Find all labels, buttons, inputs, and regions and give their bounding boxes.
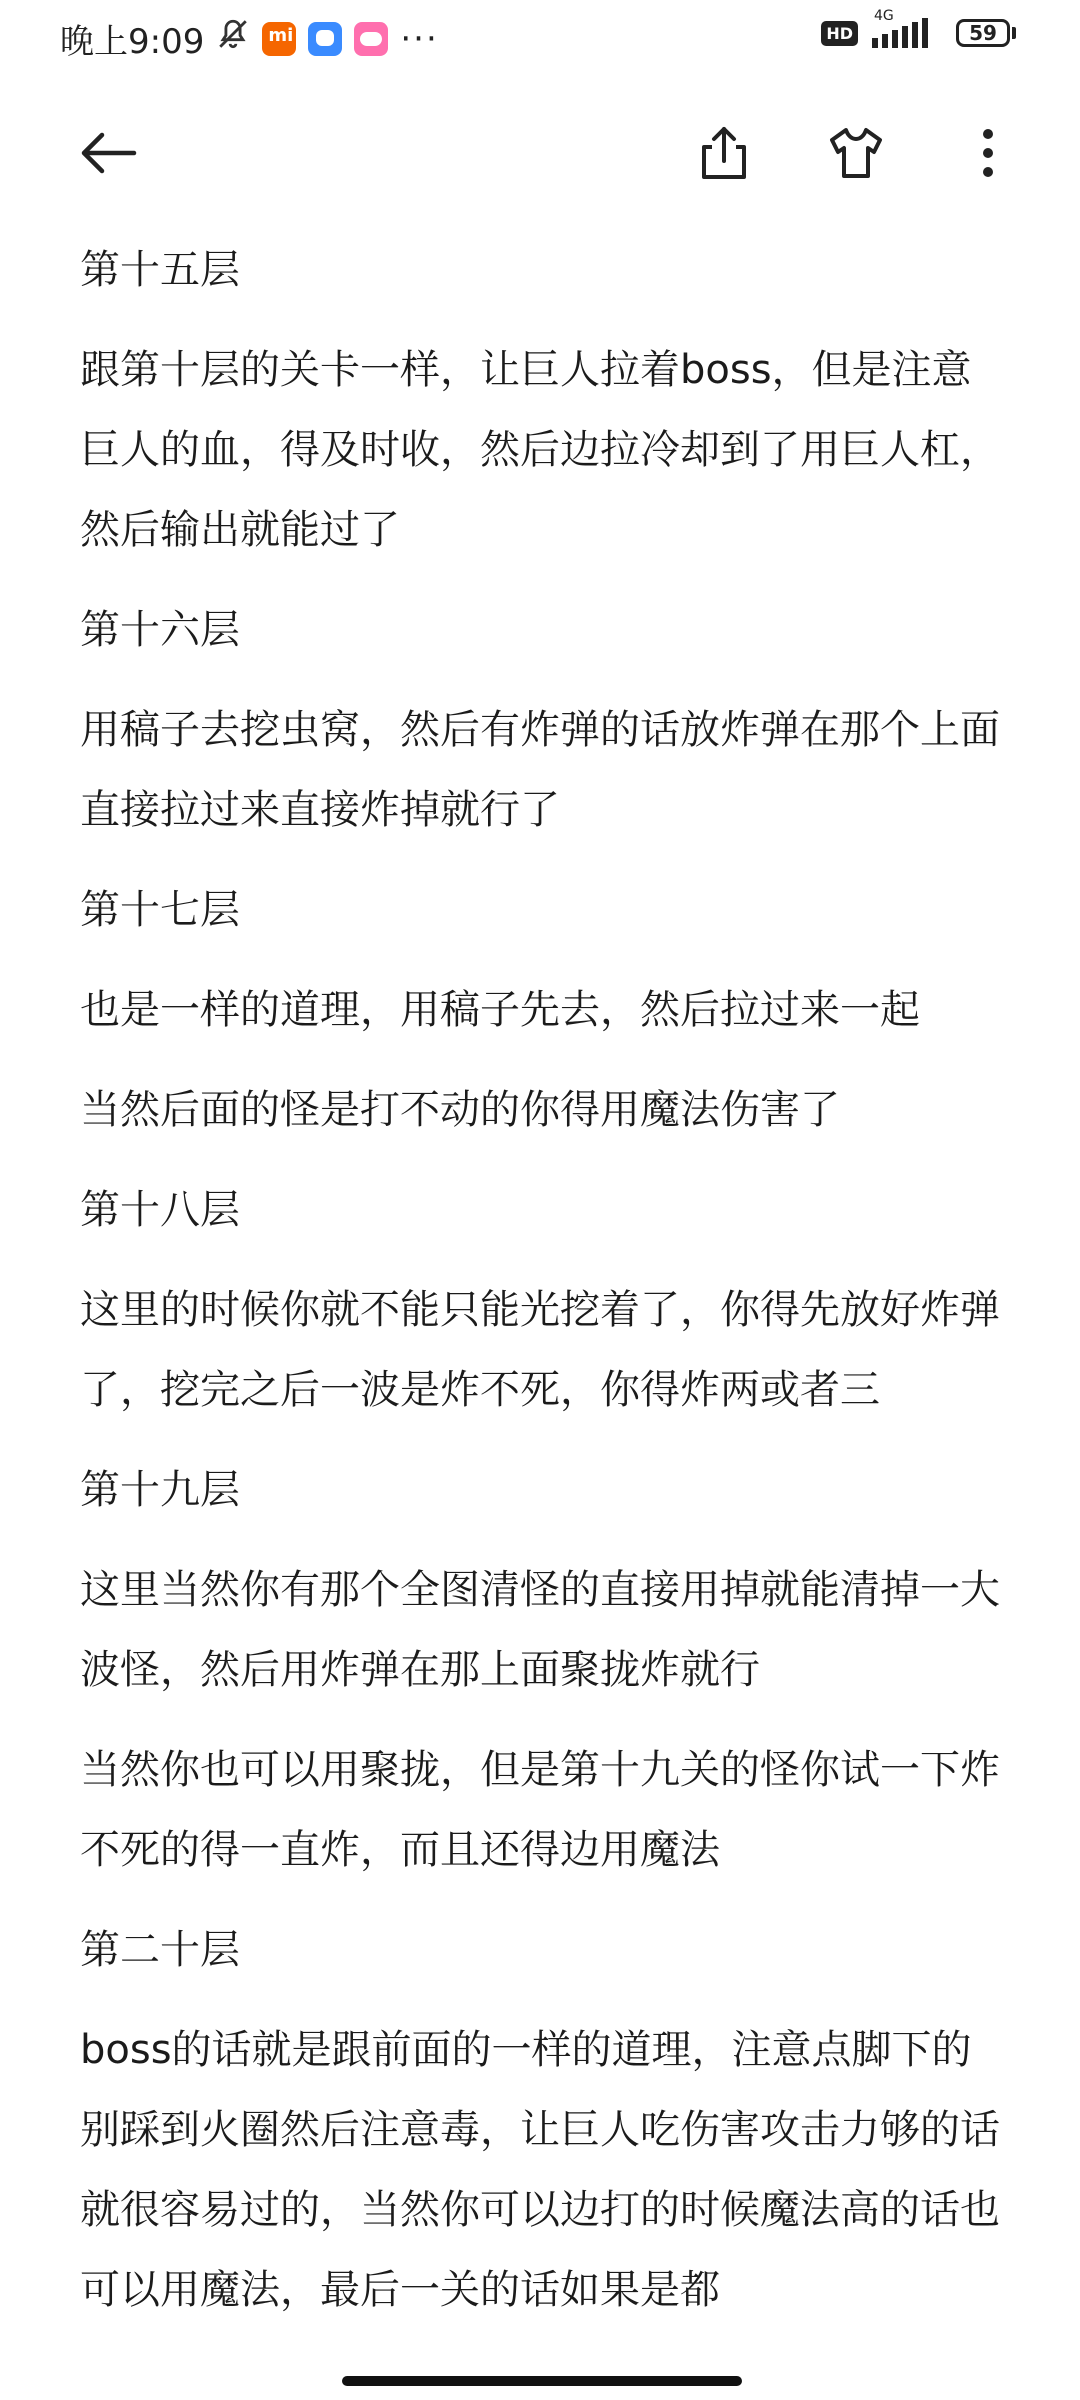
article-paragraph: 当然后面的怪是打不动的你得用魔法伤害了 bbox=[80, 1087, 840, 1133]
section-heading: 第十五层 bbox=[80, 247, 240, 293]
article-body bbox=[80, 230, 1010, 2350]
back-button[interactable] bbox=[58, 95, 158, 215]
status-bar bbox=[0, 0, 1080, 80]
section-heading: 第二十层 bbox=[80, 1927, 240, 1973]
mute-bell-icon bbox=[216, 17, 250, 60]
more-notifications-indicator: ··· bbox=[400, 18, 439, 59]
network-type: 4G bbox=[874, 8, 894, 24]
article-paragraph: 跟第十层的关卡一样，让巨人拉着boss，但是注意巨人的血，得及时收，然后边拉冷却到了用巨人杠，然后输出就能过了 bbox=[80, 347, 1000, 553]
mi-app-icon: mi bbox=[262, 22, 296, 56]
signal-icon bbox=[872, 8, 942, 48]
share-icon bbox=[698, 125, 750, 185]
hd-badge: HD bbox=[821, 21, 858, 46]
article-paragraph: 这里的时候你就不能只能光挖着了，你得先放好炸弹了，挖完之后一波是炸不死，你得炸两或者三 bbox=[80, 1287, 1000, 1413]
section-heading: 第十七层 bbox=[80, 887, 240, 933]
section-heading: 第十九层 bbox=[80, 1467, 240, 1513]
message-app-icon bbox=[308, 22, 342, 56]
back-arrow-icon bbox=[78, 131, 138, 179]
article-paragraph: boss的话就是跟前面的一样的道理，注意点脚下的别踩到火圈然后注意毒，让巨人吃伤害攻击力够的话就很容易过的，当然你可以边打的时候魔法高的话也可以用魔法，最后一关的话如果是都 bbox=[80, 2027, 1000, 2313]
home-indicator[interactable] bbox=[342, 2376, 742, 2386]
theme-button[interactable] bbox=[806, 95, 906, 215]
status-time: 晚上9:09 bbox=[60, 22, 205, 62]
article-paragraph: 这里当然你有那个全图清怪的直接用掉就能清掉一大波怪，然后用炸弹在那上面聚拢炸就行 bbox=[80, 1567, 1000, 1693]
reader-toolbar bbox=[0, 95, 1080, 215]
more-vert-icon bbox=[981, 128, 995, 182]
tshirt-icon bbox=[826, 126, 886, 184]
more-options-button[interactable] bbox=[938, 95, 1038, 215]
section-heading: 第十八层 bbox=[80, 1187, 240, 1233]
battery-level: 59 bbox=[956, 19, 1010, 47]
share-button[interactable] bbox=[674, 95, 774, 215]
status-bar-left bbox=[60, 14, 439, 63]
battery-tip bbox=[1012, 27, 1016, 39]
section-heading: 第十六层 bbox=[80, 607, 240, 653]
status-bar-right bbox=[821, 8, 1016, 48]
game-app-icon bbox=[354, 22, 388, 56]
battery-icon bbox=[956, 19, 1016, 47]
article-paragraph: 用稿子去挖虫窝，然后有炸弹的话放炸弹在那个上面直接拉过来直接炸掉就行了 bbox=[80, 707, 1000, 833]
article-paragraph: 也是一样的道理，用稿子先去，然后拉过来一起 bbox=[80, 987, 920, 1033]
article-paragraph: 当然你也可以用聚拢，但是第十九关的怪你试一下炸不死的得一直炸，而且还得边用魔法 bbox=[80, 1747, 1000, 1873]
